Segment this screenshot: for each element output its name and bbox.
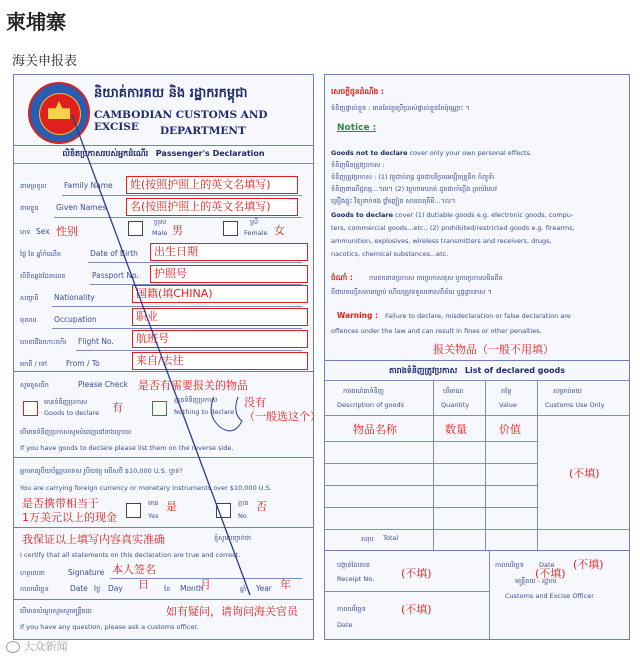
year-field[interactable]: 年 — [280, 578, 291, 591]
currency-question-cn-1: 是否携带相当于 — [22, 497, 99, 510]
female-label-kh: ស្រី — [250, 218, 259, 226]
day-field[interactable]: 日 — [138, 578, 149, 591]
day-label: Day — [108, 584, 123, 593]
page-title: 柬埔寨 — [6, 10, 66, 34]
month-label-kh: ខែ — [164, 585, 171, 593]
warning-line-2: offences under the law and can result in fines or other penalties. — [331, 327, 542, 335]
month-label: Month — [180, 584, 204, 593]
notice-kh-line: ទំនិញផ្ទាល់ខ្លួន : មានតែវត្ថុប្រើប្រាស់ផ្ទាល់ខ្លួនតែប៉ុណ្ណោះ ។ — [331, 104, 470, 112]
warning-kh-1: ការខកខានប្រកាស ការប្រកាសខុស ឬការប្រកាសមិនពិត — [369, 274, 503, 282]
col-desc: Description of goods — [337, 401, 405, 409]
nothing-to-declare-cn: 没有 （一般选这个） — [244, 396, 321, 423]
declare-kh-3: គ្រឿងផ្ទុះ វិទ្យុទាក់ទង ថ្នាំញៀន សារធាតុគីមី...។ល។ — [331, 197, 456, 205]
receipt-label-kh: បង្កាន់ដៃលេខ — [337, 561, 371, 569]
total-label-kh: សរុប — [361, 535, 374, 543]
date-label-kh: កាលបរិច្ឆេទ — [20, 585, 49, 593]
date-label-r: Date — [337, 621, 353, 629]
date-label: Date — [70, 584, 88, 593]
reverse-side-form — [324, 74, 630, 640]
declared-goods-cn: 报关物品（一般不用填） — [433, 343, 554, 356]
certify-label: I certify that all statements on this declaration are true and correct. — [20, 551, 241, 559]
nationality-label: Nationality — [54, 293, 95, 302]
officer-field: (不填) — [535, 567, 566, 580]
declare-en-bold: Goods to declare — [331, 211, 394, 219]
goods-to-declare-kh: មានទំនិញប្រកាស — [44, 398, 88, 406]
question-kh: បើមានសំណួរសូមសួរមន្ត្រីគយ — [20, 607, 92, 615]
certify-cn: 我保证以上填写内容真实准确 — [22, 533, 165, 546]
total-label: Total — [383, 534, 399, 542]
receipt-field: (不填) — [401, 567, 432, 580]
nothing-to-declare-kh: គ្មានទំនិញប្រកាស — [174, 396, 218, 404]
list-title-kh: តារាងទំនិញត្រូវប្រកាស — [389, 366, 458, 375]
weibo-icon — [6, 641, 20, 653]
flight-label: Flight No. — [78, 337, 114, 346]
officer-date-field: (不填) — [573, 558, 604, 571]
date-field-r: (不填) — [401, 603, 432, 616]
please-check-cn: 是否有需要报关的物品 — [138, 379, 248, 392]
col-val: Value — [499, 401, 517, 409]
page-subtitle: 海关申报表 — [12, 54, 78, 69]
currency-no-cn: 否 — [256, 500, 267, 513]
customs-use-cell: (不填) — [569, 467, 600, 480]
occupation-field[interactable]: 职业 — [132, 308, 308, 326]
currency-no-kh: គ្មាន — [238, 499, 249, 507]
not-declare-kh: ទំនិញមិនត្រូវប្រកាស : — [331, 161, 385, 169]
occupation-label-kh: មុខរបរ — [20, 316, 37, 324]
declare-en-3: ammunition, explosives, wireless transmitters and receivers, drugs, — [331, 237, 552, 245]
col-use-kh: សម្រាប់គយ — [553, 387, 582, 395]
declare-en-1 — [331, 211, 573, 219]
signature-label: Signature — [68, 568, 105, 577]
warning-kh-title: ចំណាំ : — [331, 273, 353, 282]
watermark — [6, 638, 68, 654]
nothing-to-declare-label: Nothing to declare — [174, 408, 235, 416]
date-label-kh-r: កាលបរិច្ឆេទ — [337, 605, 366, 613]
header-english-1: CAMBODIAN CUSTOMS AND EXCISE — [94, 109, 268, 133]
dob-label: Date of Birth — [90, 249, 138, 258]
declare-en-2: ters, commercial goods...etc., (2) prohibited/restricted goods e.g. firearms, — [331, 224, 575, 232]
from-to-label-kh: មកពី / ទៅ — [20, 360, 47, 368]
declare-en-1-text: cover (1) dutiable goods e.g. electronic goods, compu- — [393, 211, 574, 219]
please-check-label: Please Check — [78, 380, 128, 389]
given-names-label: Given Names — [56, 203, 107, 212]
passenger-declaration-form — [13, 74, 321, 640]
header-english-2: DEPARTMENT — [160, 125, 246, 137]
currency-question-cn-2: 1万美元以上的现金 — [22, 511, 117, 524]
currency-yes-cn: 是 — [166, 500, 177, 513]
family-name-label-kh: នាមត្រកូល — [20, 182, 47, 190]
goods-name-cell[interactable]: 物品名称 — [353, 423, 397, 436]
passport-field[interactable]: 护照号 — [150, 265, 308, 283]
quantity-cell[interactable]: 数量 — [445, 423, 467, 436]
dob-field[interactable]: 出生日期 — [150, 243, 308, 261]
signature-label-kh: ហត្ថលេខា — [20, 569, 45, 577]
currency-yes-label: Yes — [148, 512, 159, 520]
pen-stroke — [14, 75, 313, 639]
col-desc-kh: ការពណ៌នាទំនិញ — [343, 387, 384, 395]
value-cell[interactable]: 价值 — [499, 423, 521, 436]
declare-list-label: If you have goods to declare please list them on the reverse side. — [20, 444, 234, 452]
list-title — [325, 365, 629, 377]
from-to-label: From / To — [66, 359, 100, 368]
year-label: Year — [256, 584, 272, 593]
signature-field[interactable]: 本人签名 — [112, 563, 156, 576]
col-val-kh: តម្លៃ — [501, 387, 512, 395]
declare-kh-1: ទំនិញត្រូវប្រកាស : (1) វត្ថុជាប់ពន្ធ ដូចជាបរិក្ខារអេឡិចត្រូនិក កំព្យូទ័រ — [331, 173, 495, 181]
flight-field[interactable]: 航班号 — [132, 330, 308, 348]
female-label: Female — [244, 229, 268, 237]
male-label-kh: ប្រុស — [154, 218, 167, 226]
not-declare-line — [331, 149, 532, 157]
currency-question-kh: អ្នកមានរូបិយប័ណ្ណបរទេស រូបិយវត្ថុ លើសពី $10,000 U.S. ឬទេ? — [20, 467, 183, 475]
notice-kh-title: សេចក្តីជូនដំណឹង : — [331, 87, 384, 96]
year-label-kh: ឆ្នាំ — [240, 585, 247, 593]
declare-en-4: nacotics, chemical substances...etc. — [331, 250, 449, 258]
warning-title: Warning : — [337, 311, 378, 320]
sex-label: Sex — [36, 227, 50, 236]
not-declare-rest: cover only your own personal effects. — [407, 149, 532, 157]
currency-yes-kh: មាន — [148, 499, 159, 507]
warning-line-1: Failure to declare, misdeclaration or false declaration are — [385, 312, 571, 320]
notice-title: Notice : — [337, 123, 377, 133]
day-label-kh: ថ្ងៃ — [94, 585, 101, 593]
list-title-en: List of declared goods — [464, 366, 565, 375]
watermark-text: 大众新闻 — [23, 640, 68, 653]
declare-list-kh: បើមានទំនិញប្រកាសសូមបំពេញនៅខាងក្រោយ — [20, 428, 132, 436]
receipt-label: Receipt No. — [337, 575, 375, 583]
declare-kh-2: ទំនិញពាណិជ្ជកម្ម...។ល។ (2) វត្ថុហាមឃាត់ ដូចជាកាំភ្លើង គ្រាប់រំសេវ — [331, 185, 497, 193]
officer-date-label: Date — [539, 561, 555, 569]
from-to-field[interactable]: 来自/去往 — [132, 352, 308, 370]
male-label-cn: 男 — [172, 224, 183, 237]
officer-label: Customs and Excise Officer — [505, 592, 594, 600]
declaration-title-kh: លិខិតប្រកាសរបស់អ្នកដំណើរ — [62, 149, 149, 158]
warning-kh-2: គឺជាបទល្មើសតាមច្បាប់ ហើយត្រូវទទួលទោសពិន័យ ឬផ្តន្ទាទោស ។ — [331, 288, 492, 296]
nationality-label-kh: សញ្ជាតិ — [20, 294, 39, 302]
given-names-field[interactable]: 名(按照护照上的英文名填写) — [126, 198, 298, 216]
declaration-title-en: Passenger's Declaration — [155, 149, 265, 158]
currency-question-label: You are carrying foreign currency or monetary instruments over $10,000 U.S. — [20, 484, 272, 492]
officer-label-kh: មន្ត្រីគយ - រដ្ឋាករ — [515, 577, 557, 585]
certify-kh: ខ្ញុំសូមបញ្ជាក់ថា — [214, 534, 252, 542]
passport-label-kh: លិខិតឆ្លងដែនលេខ — [20, 272, 66, 280]
currency-no-label: No — [238, 512, 247, 520]
sex-label-cn: 性别 — [56, 225, 78, 238]
question-cn: 如有疑问，请询问海关官员 — [166, 605, 298, 618]
flight-label-kh: លេខជើងហោះហើរ — [20, 338, 67, 346]
male-label: Male — [152, 229, 168, 237]
family-name-field[interactable]: 姓(按照护照上的英文名填写) — [126, 176, 298, 194]
family-name-label: Family Name — [64, 181, 113, 190]
passport-label: Passport No. — [92, 271, 139, 280]
officer-date-kh: កាលបរិច្ឆេទ — [495, 561, 524, 569]
col-qty-kh: បរិមាណ — [443, 387, 464, 395]
header-khmer: និយាគ់ការគយ និង រដ្ឋាករកម្ពុជា — [94, 86, 248, 101]
female-label-cn: 女 — [274, 224, 285, 237]
question-label: If you have any question, please ask a customs officer. — [20, 623, 199, 631]
please-check-kh: សូមគូសធីក — [20, 381, 49, 389]
nationality-field[interactable]: 国籍(填CHINA) — [132, 285, 308, 303]
goods-to-declare-label: Goods to declare — [44, 409, 100, 417]
occupation-label: Occupation — [54, 315, 97, 324]
col-use: Customs Use Only — [545, 401, 605, 409]
month-field[interactable]: 月 — [200, 578, 211, 591]
sex-label-kh: ភេទ — [20, 228, 31, 236]
not-declare-bold: Goods not to declare — [331, 149, 408, 157]
given-names-label-kh: នាមខ្លួន — [20, 204, 39, 212]
col-qty: Quantity — [441, 401, 470, 409]
dob-label-kh: ថ្ងៃ ខែ ឆ្នាំកំណើត — [20, 250, 61, 258]
goods-to-declare-cn: 有 — [112, 401, 123, 414]
